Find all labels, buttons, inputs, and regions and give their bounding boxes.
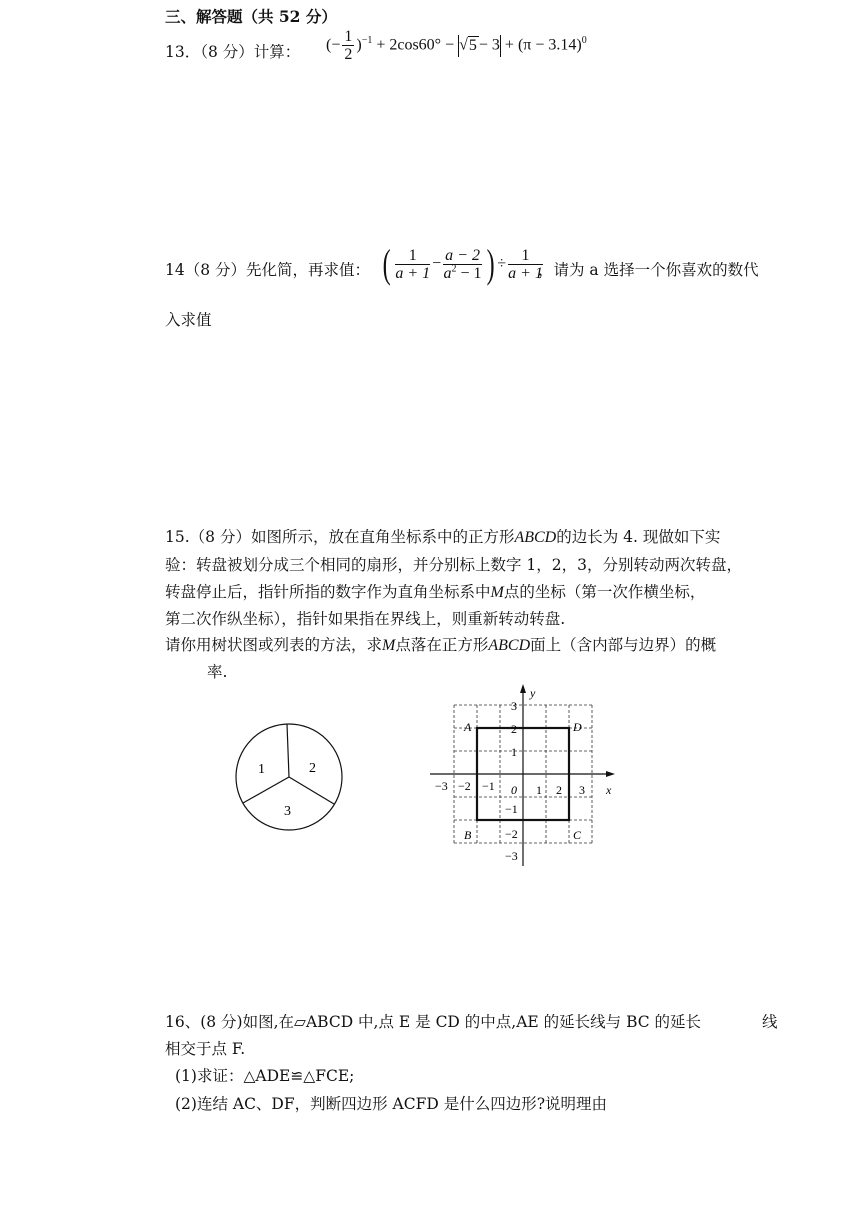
q15-line4: 第二次作纵坐标），指针如果指在界线上，则重新转动转盘. <box>165 610 566 628</box>
y-tick-neg2: −2 <box>505 827 518 841</box>
q14-line2: 入求值 <box>165 311 212 329</box>
section-title: 三、解答题（共 52 分） <box>165 7 337 26</box>
q13-formula: (− $\frac{1}{2}$ )$^{-1} + 2\cos 60^\circ - √5 - 3 + (\pi - 3.14)^0$ <box>326 28 587 63</box>
x-tick-neg2: −2 <box>458 779 471 793</box>
q14-prefix: 14（8 分）先化简，再求值： <box>165 261 371 279</box>
x-axis-label: x <box>606 783 612 797</box>
origin-label: 0 <box>511 783 517 797</box>
x-tick-1: 1 <box>536 783 542 797</box>
coordinate-grid <box>425 680 625 870</box>
q15-line6: 率. <box>207 663 228 681</box>
spinner-label-2: 2 <box>309 761 316 776</box>
q13-header <box>165 40 300 62</box>
q13-score: （8 分）计算： <box>200 43 301 61</box>
spinner-diagram <box>230 718 350 838</box>
point-a-label: A <box>464 720 472 734</box>
q16-line1-end: 线 <box>762 1013 778 1031</box>
q13-sqrt5: 5 <box>468 37 477 54</box>
spinner-label-3: 3 <box>284 804 291 819</box>
y-axis-label: y <box>530 686 536 700</box>
y-tick-1: 1 <box>511 745 517 759</box>
q16-line1: 16、(8 分)如图,在▱ABCD 中,点 E 是 CD 的中点,AE 的延长线与 BC 的延长 <box>165 1013 702 1031</box>
q14-suffix: ，请为 a 选择一个你喜欢的数代 <box>538 261 759 279</box>
q15-line1: 15.（8 分）如图所示，放在直角坐标系中的正方形ABCD的边长为 4. 现做如下实 <box>165 528 721 546</box>
q16-sub1: (1)求证：△ADE≌△FCE; <box>175 1067 355 1085</box>
x-tick-neg3: −3 <box>435 779 448 793</box>
q15-abcd: ABCD <box>514 529 557 546</box>
q13-half: $\frac{1}{2}$ <box>344 28 353 63</box>
x-tick-neg1: −1 <box>482 779 495 793</box>
q13-exp: −1 <box>361 34 373 46</box>
point-d-label: D <box>573 720 582 734</box>
y-tick-neg1: −1 <box>505 802 518 816</box>
q13-number: 13． <box>165 43 201 61</box>
q16-line2: 相交于点 F. <box>165 1040 246 1058</box>
y-tick-3: 3 <box>511 699 517 713</box>
x-tick-3: 3 <box>579 783 585 797</box>
spinner-divider-left <box>243 777 289 803</box>
q15-line3: 转盘停止后，指针所指的数字作为直角坐标系中M点的坐标（第一次作横坐标， <box>165 583 706 601</box>
y-tick-2: 2 <box>511 722 517 736</box>
spinner-divider-right <box>289 777 334 804</box>
q13-cos-term: + 2cos60° − <box>376 36 455 54</box>
point-c-label: C <box>573 828 582 842</box>
x-axis-arrow-icon <box>606 771 615 777</box>
q13-minus: − <box>331 36 341 54</box>
y-axis-arrow-icon <box>520 684 526 693</box>
q16-sub2: (2)连结 AC、DF，判断四边形 ACFD 是什么四边形?说明理由 <box>175 1095 608 1113</box>
spinner-label-1: 1 <box>258 762 265 777</box>
x-tick-2: 2 <box>556 783 562 797</box>
q14-formula: ( $\frac{1}{a + 1}$ − $\frac{a - 2}{a^2 - 1}$ ) ÷ $\frac{1}{a + 1}$ <box>382 241 543 286</box>
parallelogram-icon: ▱ <box>294 1013 306 1031</box>
q15-line5: 请你用树状图或列表的方法，求M点落在正方形ABCD面上（含内部与边界）的概 <box>165 636 717 654</box>
q15-line2: 验：转盘被划分成三个相同的扇形，并分别标上数字 1，2，3，分别转动两次转盘， <box>165 556 743 574</box>
q13-pi-term: + (π − 3.14) <box>504 36 582 54</box>
q14-frac1: $\frac{1}{a + 1}$ <box>395 246 431 282</box>
spinner-divider-top <box>287 724 289 777</box>
point-b-label: B <box>464 828 472 842</box>
y-tick-neg3: −3 <box>505 849 518 863</box>
q14-frac2: $\frac{a - 2}{a^2 - 1}$ <box>443 246 482 282</box>
q14-frac3: $\frac{1}{a + 1}$ <box>508 246 543 282</box>
